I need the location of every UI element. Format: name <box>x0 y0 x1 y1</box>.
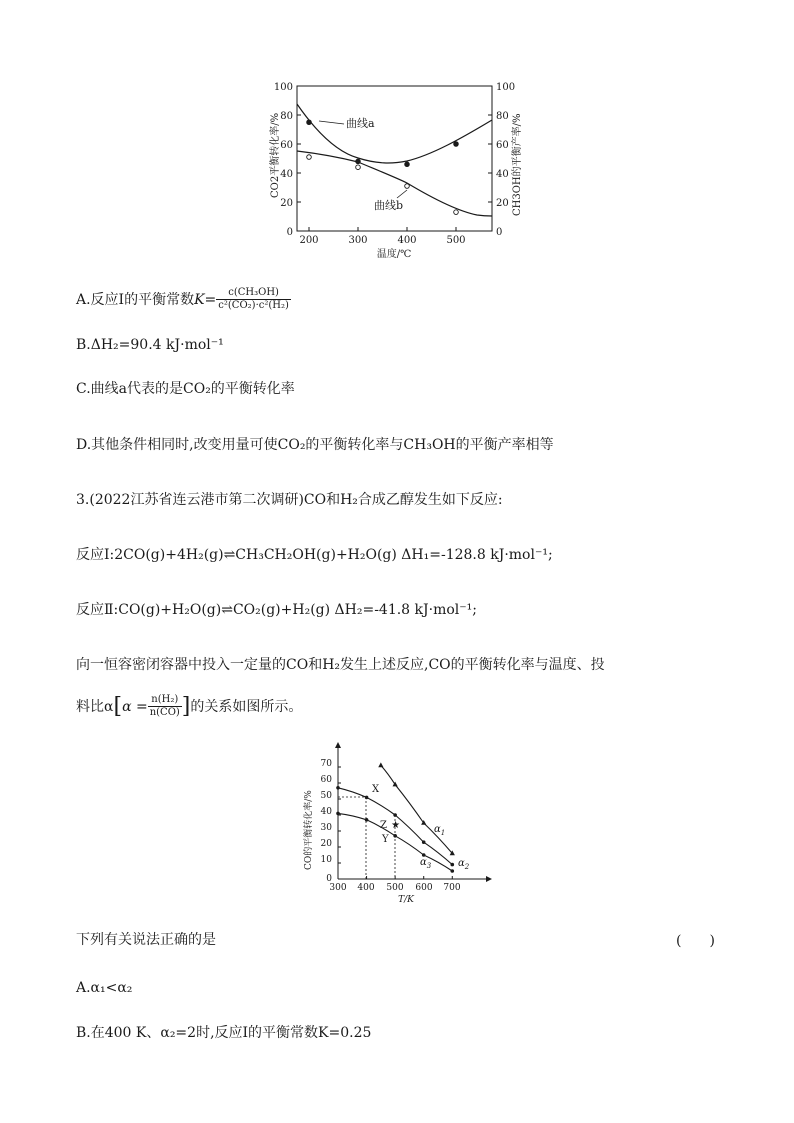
y-axis-arrow <box>335 742 341 748</box>
curve-b-point-400 <box>405 184 410 189</box>
curve-a-point-500 <box>454 142 459 147</box>
x-tick-300: 300 <box>329 883 347 893</box>
y-tick-20: 20 <box>320 839 332 849</box>
intro-line-2: 料比α[α = $\frac{\text{n(H₂)}}{n(CO)}$ ]的关系如图所示。 <box>76 693 303 719</box>
curve-a-point-300 <box>356 159 361 164</box>
left-axis-label: CO2平衡转化率/% <box>270 112 281 198</box>
curve-b-leader <box>397 190 407 198</box>
alpha2-point-600 <box>422 840 426 844</box>
intro-line-2-post: 的关系如图所示。 <box>190 698 303 715</box>
alpha-denominator: n(CO) <box>149 707 180 718</box>
option-a-text: A.反应Ⅰ的平衡常数 <box>76 291 195 308</box>
curve-b-label: 曲线b <box>374 199 404 212</box>
alpha2-point-300 <box>336 786 340 790</box>
alpha-numerator: n(H₂) <box>148 694 182 707</box>
alpha2-symbol: α <box>458 858 465 869</box>
alpha2-label <box>458 858 470 871</box>
x-axis-label: T/K <box>398 895 414 905</box>
intro-line-2-pre: 料比α <box>76 698 114 715</box>
curve-a <box>297 104 492 163</box>
x-tick-500: 500 <box>446 235 466 246</box>
answer-b: B.在400 K、α₂=2时,反应Ⅰ的平衡常数K=0.25 <box>76 1025 372 1041</box>
y-axis-label: CO的平衡转化率/% <box>304 790 314 870</box>
curve-b-point-300 <box>356 165 361 170</box>
right-tick-100: 100 <box>496 82 516 93</box>
curve-b-point-500 <box>454 210 459 215</box>
left-tick-40: 40 <box>280 169 293 180</box>
alpha2-point-400 <box>365 796 369 800</box>
y-tick-40: 40 <box>320 807 332 817</box>
alpha-symbol: α = <box>122 698 148 715</box>
option-a-denominator: c²(CO₂)·c²(H₂) <box>218 300 289 311</box>
alpha3-point-400 <box>365 818 369 822</box>
alpha3-point-500 <box>393 834 397 838</box>
alpha3-point-300 <box>336 812 340 816</box>
alpha3-sub: 3 <box>426 862 432 870</box>
left-tick-0: 0 <box>286 227 293 238</box>
point-x-label: X <box>372 784 380 795</box>
y-tick-10: 10 <box>320 855 332 865</box>
y-tick-60: 60 <box>320 775 332 785</box>
left-tick-20: 20 <box>280 198 293 209</box>
figure-2-chart <box>298 740 498 910</box>
right-tick-0: 0 <box>496 227 503 238</box>
question-stem: 下列有关说法正确的是 <box>76 932 216 948</box>
x-tick-400: 400 <box>397 235 417 246</box>
curve-a-point-400 <box>405 162 410 167</box>
alpha-fraction <box>148 694 182 719</box>
left-tick-100: 100 <box>273 82 293 93</box>
x-tick-500: 500 <box>386 883 404 893</box>
reaction-1: 反应Ⅰ:2CO(g)+4H₂(g)⇌CH₃CH₂OH(g)+H₂O(g) ΔH₁=-128.8 kJ·mol⁻¹; <box>76 547 553 563</box>
star-point: ★ <box>391 820 401 832</box>
alpha1-sub: 1 <box>440 829 446 837</box>
right-tick-40: 40 <box>496 169 509 180</box>
right-axis-label: CH3OH的平衡产率/% <box>512 113 523 216</box>
left-tick-80: 80 <box>280 111 293 122</box>
figure-1-chart <box>262 78 542 263</box>
question-3-heading: 3.(2022江苏省连云港市第二次调研)CO和H₂合成乙醇发生如下反应: <box>76 492 503 508</box>
curve-a-point-200 <box>307 120 312 125</box>
curve-a-label: 曲线a <box>346 117 375 130</box>
alpha3-label <box>420 857 432 870</box>
x-axis-arrow <box>486 876 492 882</box>
alpha3-point-700 <box>450 869 454 873</box>
option-a-fraction <box>216 287 291 312</box>
point-z-label: Z <box>380 820 387 831</box>
alpha2-sub: 2 <box>464 863 470 871</box>
y-tick-70: 70 <box>320 759 332 769</box>
y-tick-30: 30 <box>320 823 332 833</box>
chart2-markers <box>336 762 455 872</box>
x-tick-700: 700 <box>443 883 461 893</box>
right-tick-60: 60 <box>496 140 509 151</box>
right-tick-80: 80 <box>496 111 509 122</box>
alpha1-symbol: α <box>434 824 441 835</box>
point-y-label: Y <box>382 834 389 845</box>
option-d: D.其他条件相同时,改变用量可使CO₂的平衡转化率与CH₃OH的平衡产率相等 <box>76 437 554 453</box>
option-a <box>76 287 291 312</box>
left-tick-60: 60 <box>280 140 293 151</box>
y-tick-50: 50 <box>320 791 332 801</box>
curve-a-leader <box>319 121 344 124</box>
curve-b-point-200 <box>307 155 312 160</box>
y-tick-0: 0 <box>326 874 332 884</box>
answer-a: A.α₁<α₂ <box>76 980 133 996</box>
x-tick-400: 400 <box>357 883 375 893</box>
right-tick-20: 20 <box>496 198 509 209</box>
option-b: B.ΔH₂=90.4 kJ·mol⁻¹ <box>76 337 224 353</box>
curve-alpha1 <box>381 765 452 853</box>
alpha3-symbol: α <box>420 857 427 868</box>
alpha1-point-450 <box>378 762 383 767</box>
option-c: C.曲线a代表的是CO₂的平衡转化率 <box>76 381 295 397</box>
alpha2-point-700 <box>450 863 454 867</box>
option-a-k: K= <box>194 291 217 308</box>
answer-bracket: ( ) <box>676 933 715 949</box>
x-tick-200: 200 <box>299 235 319 246</box>
x-tick-600: 600 <box>415 883 433 893</box>
alpha2-point-500 <box>393 813 397 817</box>
x-tick-300: 300 <box>348 235 368 246</box>
intro-line-1: 向一恒容密闭容器中投入一定量的CO和H₂发生上述反应,CO的平衡转化率与温度、投 <box>76 657 605 673</box>
reaction-2: 反应Ⅱ:CO(g)+H₂O(g)⇌CO₂(g)+H₂(g) ΔH₂=-41.8 kJ·mol⁻¹; <box>76 602 477 618</box>
x-axis-label: 温度/℃ <box>376 249 412 260</box>
option-a-numerator: c(CH₃OH) <box>216 287 291 300</box>
